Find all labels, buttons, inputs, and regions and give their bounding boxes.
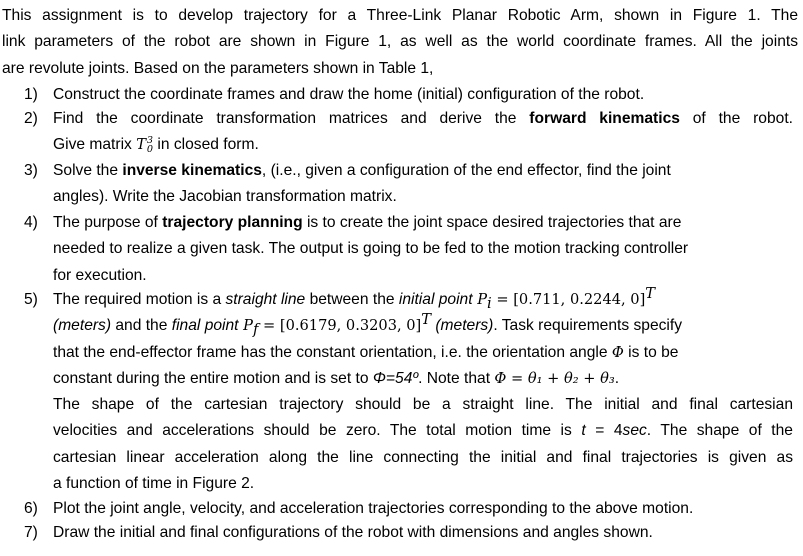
text-run: Give matrix <box>53 136 137 154</box>
italic-term: Φ=54º <box>372 369 419 387</box>
text-run: is to create the joint space desired trajectories that are <box>302 214 682 231</box>
text-run: The purpose of <box>53 214 163 231</box>
math-symbol: P <box>238 317 253 335</box>
item-text: Plot the joint angle, velocity, and acceleration trajectories corresponding to the above motion. <box>53 500 694 517</box>
text-run: of the robot. <box>679 110 793 127</box>
text-run: The required motion is a <box>53 291 226 308</box>
intro-line-2: link parameters of the robot are shown in Figure 1, as well as the world coordinate frames. All the joints <box>2 33 798 51</box>
item-text-line-2: needed to realize a given task. The output is going to be fed to the motion tracking controller <box>53 240 689 258</box>
item-number: 3) <box>24 162 38 179</box>
bold-term: trajectory planning <box>162 214 303 231</box>
text-run: . Task requirements specify <box>493 317 683 335</box>
matrix-superscript: 3 <box>146 135 154 147</box>
item-number: 6) <box>24 500 38 517</box>
text-run: = 4 <box>585 422 623 440</box>
math-superscript: T <box>645 284 656 302</box>
item-text-line-2 <box>53 313 793 339</box>
item-text-line-7: cartesian linear acceleration along the line connecting the initial and final trajectories is given as <box>53 448 793 466</box>
item-text-line-2 <box>53 132 793 158</box>
text-run: . <box>614 369 620 387</box>
text-run: Find the coordinate transformation matrices and derive the <box>53 110 530 127</box>
matrix-symbol <box>136 135 154 156</box>
intro-line-1: This assignment is to develop trajectory for a Three-Link Planar Robotic Arm, shown in Figure 1. The <box>2 7 798 24</box>
text-run: between the <box>305 291 399 308</box>
item-text-line-1 <box>53 284 793 313</box>
bold-term: forward kinematics <box>529 110 680 127</box>
item-text-line-3: for execution. <box>53 266 147 284</box>
italic-term: t <box>581 422 586 440</box>
text-run: velocities and accelerations should be zero. The total motion time is <box>53 422 582 440</box>
matrix-letter: T <box>136 136 146 154</box>
matrix-subscript: 0 <box>146 144 154 156</box>
italic-term: sec <box>622 422 647 440</box>
item-number: 2) <box>24 110 38 127</box>
item-text-line-1 <box>53 106 793 132</box>
item-number: 7) <box>24 524 38 541</box>
item-text-line-2: angles). Write the Jacobian transformation matrix. <box>53 188 397 206</box>
math-symbol: Φ <box>611 343 624 361</box>
item-text: Draw the initial and final configurations of the robot with dimensions and angles shown. <box>53 524 653 541</box>
bold-term: inverse kinematics <box>122 162 262 179</box>
item-number: 1) <box>24 86 38 103</box>
text-run: is to be <box>623 343 679 361</box>
intro-paragraph <box>2 3 798 82</box>
math-vector: = [0.711, 0.2244, 0] <box>491 291 646 308</box>
item-text-line-5: The shape of the cartesian trajectory should be a straight line. The initial and final cartesian <box>53 396 793 414</box>
text-run: , (i.e., given a configuration of the end effector, find the joint <box>261 162 671 179</box>
item-text-line-1 <box>53 210 793 236</box>
text-run: . Note that <box>418 369 495 387</box>
italic-term: initial point <box>398 291 473 308</box>
text-run: . The shape of the <box>646 422 793 440</box>
text-run: in closed form. <box>153 136 259 154</box>
item-text-line-8: a function of time in Figure 2. <box>53 475 255 493</box>
text-run: that the end-effector frame has the constant orientation, i.e. the orientation angle <box>53 343 612 361</box>
item-text-line-3 <box>53 340 793 366</box>
math-subscript: f <box>252 321 259 339</box>
text-run: Solve the <box>53 162 123 179</box>
intro-line-3: are revolute joints. Based on the parameters shown in Table 1, <box>2 59 434 77</box>
italic-term: straight line <box>225 291 306 308</box>
italic-term: (meters) <box>53 317 112 335</box>
italic-term: final point <box>171 317 239 335</box>
item-text-line-6 <box>53 418 793 444</box>
math-equation: Φ = θ₁ + θ₂ + θ₃ <box>494 369 615 387</box>
text-run: and the <box>111 317 172 335</box>
math-subscript: i <box>487 295 492 313</box>
italic-term: (meters) <box>431 317 494 335</box>
math-superscript: T <box>421 311 431 329</box>
math-vector: = [0.6179, 0.3203, 0] <box>258 317 422 335</box>
item-text: Construct the coordinate frames and draw the home (initial) configuration of the robot. <box>53 86 645 103</box>
item-number: 5) <box>24 291 38 308</box>
item-text-line-4 <box>53 366 793 392</box>
item-number: 4) <box>24 214 38 231</box>
text-run: constant during the entire motion and is set to <box>53 369 373 387</box>
item-text-line-1 <box>53 158 793 184</box>
math-symbol: P <box>472 291 488 308</box>
